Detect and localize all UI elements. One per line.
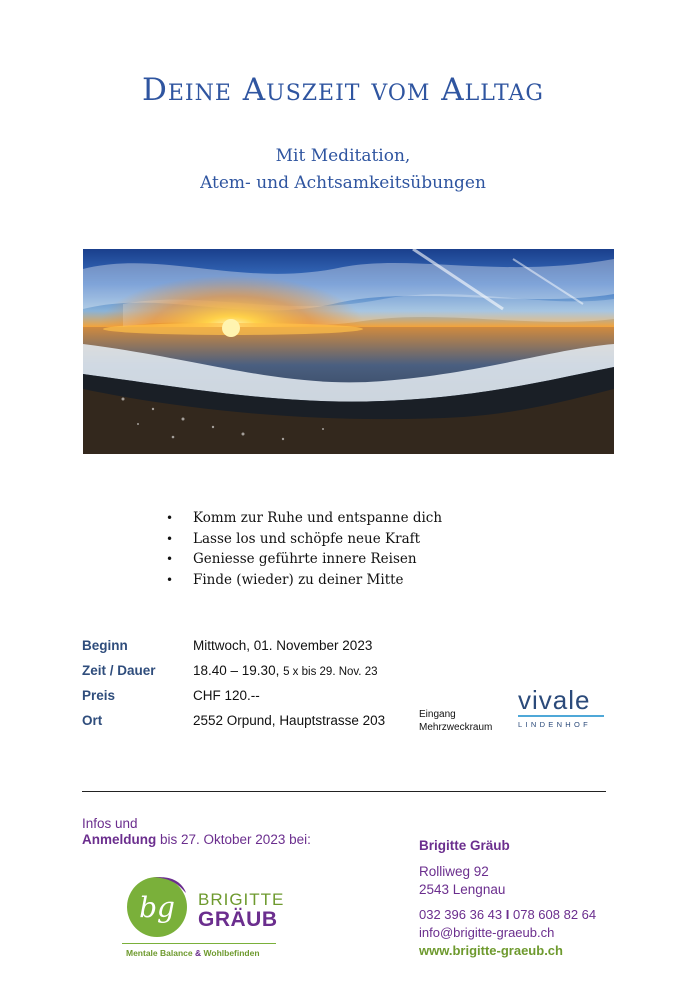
divider	[82, 791, 606, 792]
zeit-value: 18.40 – 19.30, 5 x bis 29. Nov. 23	[193, 663, 378, 678]
brand-name-1: BRIGITTE	[198, 890, 285, 909]
monogram-icon	[124, 873, 194, 943]
contact-email[interactable]: info@brigitte-graeub.ch	[419, 925, 555, 940]
page-title: Deine Auszeit vom Alltag	[142, 72, 544, 108]
infos-line: Infos und	[82, 816, 138, 831]
contact-phones: 032 396 36 43 I 078 608 82 64	[419, 907, 597, 922]
contact-city: 2543 Lengnau	[419, 882, 506, 897]
vivale-logo-sub: LINDENHOF	[518, 720, 592, 729]
zeit-label: Zeit / Dauer	[82, 663, 156, 678]
contact-street: Rolliweg 92	[419, 864, 489, 879]
anmeldung-line: Anmeldung bis 27. Oktober 2023 bei:	[82, 832, 311, 847]
brigitte-graeub-logo	[122, 870, 285, 962]
beginn-value: Mittwoch, 01. November 2023	[193, 638, 373, 653]
phone-2[interactable]: 078 608 82 64	[512, 907, 597, 922]
svg-text:bg: bg	[139, 891, 175, 924]
subtitle-line-2: Atem- und Achtsamkeitsübungen	[200, 173, 486, 193]
zeit-note: 5 x bis 29. Nov. 23	[283, 666, 378, 678]
sunset-beach-photo	[83, 249, 614, 454]
ort-value: 2552 Orpund, Hauptstrasse 203	[193, 713, 386, 728]
list-item: • Geniesse geführte innere Reisen	[166, 551, 417, 568]
list-item: • Finde (wieder) zu deiner Mitte	[166, 571, 404, 588]
ort-label: Ort	[82, 713, 103, 728]
phone-1[interactable]: 032 396 36 43	[419, 907, 503, 922]
preis-value: CHF 120.--	[193, 688, 260, 703]
vivale-logo-underline	[518, 715, 604, 717]
entrance-note: Eingang Mehrzweckraum	[419, 709, 493, 733]
brand-tagline: Mentale Balance & Wohlbefinden	[126, 948, 260, 958]
subtitle-line-1: Mit Meditation,	[275, 146, 411, 166]
contact-name: Brigitte Gräub	[419, 838, 510, 853]
brand-divider	[122, 943, 276, 944]
vivale-logo	[518, 686, 608, 729]
contact-website[interactable]: www.brigitte-graeub.ch	[419, 943, 563, 958]
vivale-logo-word: vivale	[518, 685, 591, 715]
benefits-list	[166, 508, 442, 590]
list-item: • Lasse los und schöpfe neue Kraft	[166, 530, 421, 547]
beginn-label: Beginn	[82, 638, 128, 653]
preis-label: Preis	[82, 688, 116, 703]
brand-name-2: GRÄUB	[198, 908, 278, 931]
list-item: • Komm zur Ruhe und entspanne dich	[166, 510, 443, 527]
